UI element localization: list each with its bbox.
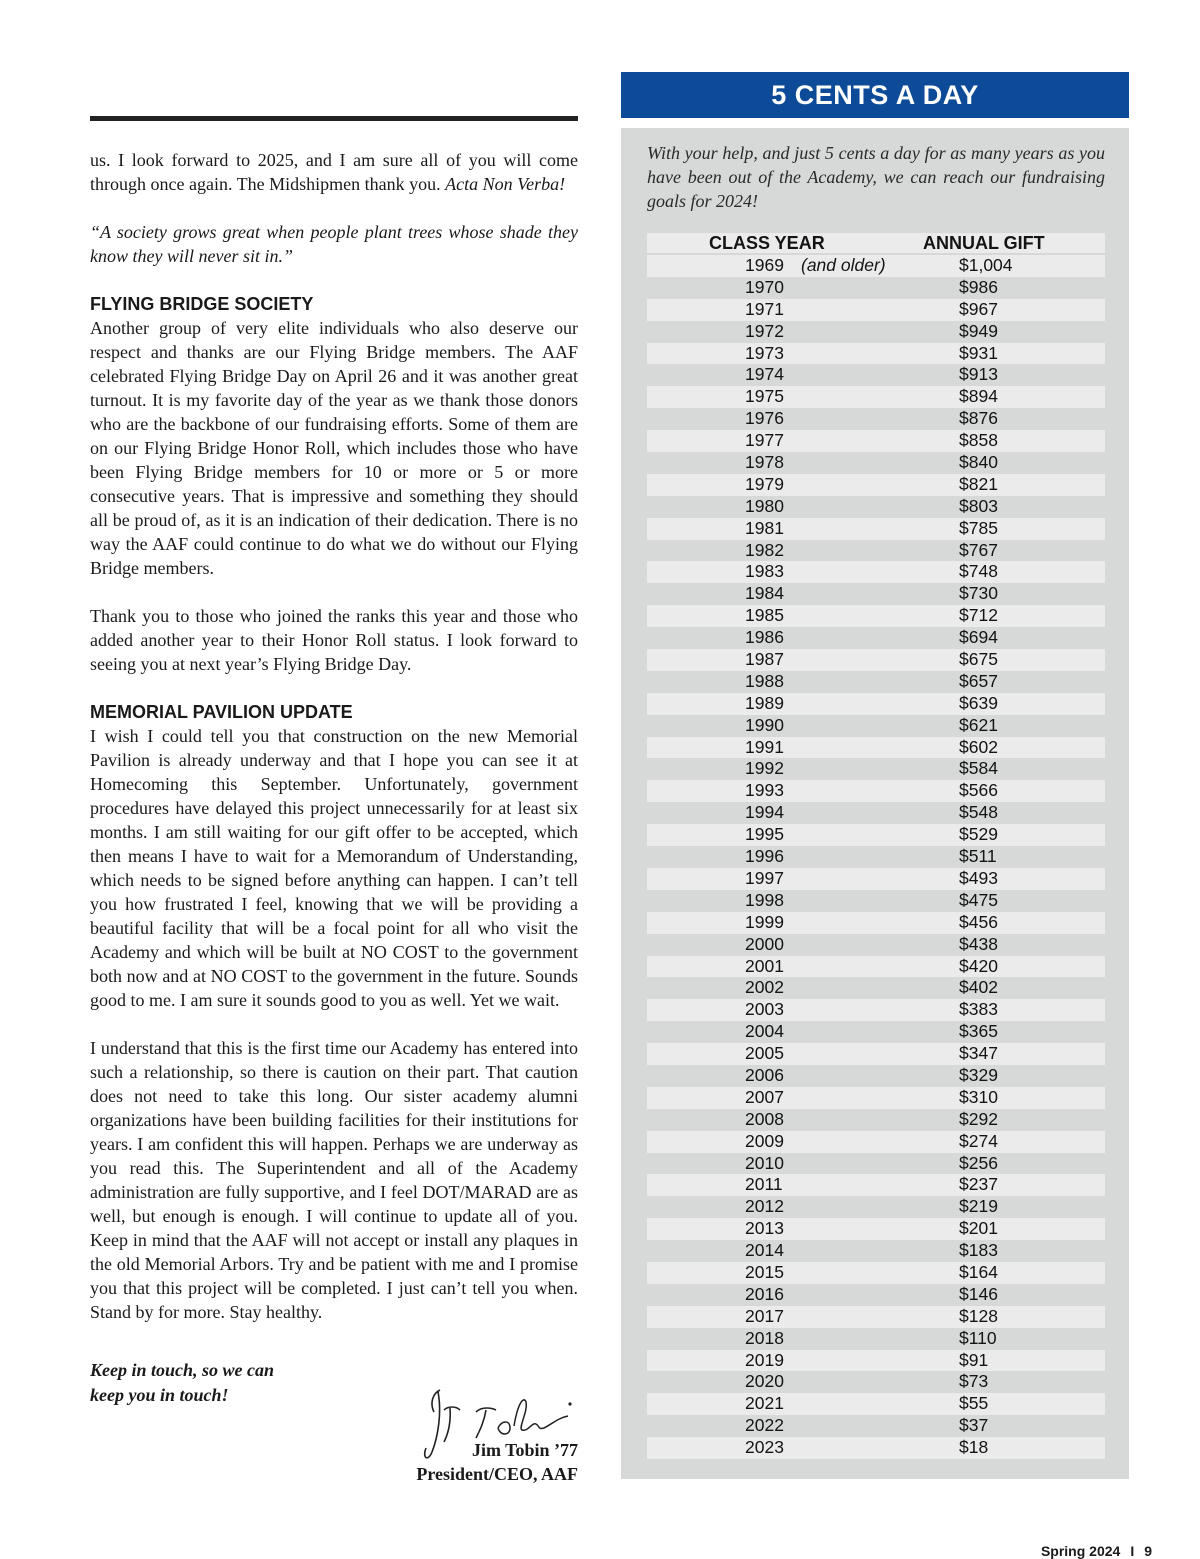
class-year-cell: 1990: [745, 714, 784, 735]
column-header-annual-gift: ANNUAL GIFT: [923, 233, 1045, 253]
table-row: [647, 430, 1105, 452]
page-footer: [1041, 1543, 1152, 1559]
class-year-cell: 1970: [745, 276, 784, 297]
keep-line-1: Keep in touch, so we can: [90, 1360, 275, 1380]
class-year-cell: 1979: [745, 473, 784, 494]
annual-gift-cell: $329: [959, 1064, 998, 1085]
keep-line-2: keep you in touch!: [90, 1385, 229, 1405]
class-year-cell: 2013: [745, 1218, 784, 1239]
table-row: [647, 1131, 1105, 1153]
table-row: [647, 277, 1105, 299]
table-row: [647, 846, 1105, 868]
table-row: [647, 802, 1105, 824]
table-row: [647, 1087, 1105, 1109]
annual-gift-cell: $730: [959, 583, 998, 604]
annual-gift-cell: $183: [959, 1240, 998, 1261]
table-row: [647, 977, 1105, 999]
class-year-cell: 1983: [745, 561, 784, 582]
annual-gift-cell: $949: [959, 320, 998, 341]
class-year-cell: 1977: [745, 430, 784, 451]
class-year-cell: 1992: [745, 758, 784, 779]
annual-gift-cell: $694: [959, 627, 998, 648]
annual-gift-cell: $986: [959, 276, 998, 297]
table-row: [647, 868, 1105, 890]
annual-gift-cell: $347: [959, 1043, 998, 1064]
table-row: [647, 1284, 1105, 1306]
class-year-cell: 2010: [745, 1152, 784, 1173]
table-row: [647, 452, 1105, 474]
column-header-class-year: CLASS YEAR: [709, 233, 825, 253]
table-row: [647, 386, 1105, 408]
class-year-cell: 1988: [745, 670, 784, 691]
annual-gift-cell: $201: [959, 1218, 998, 1239]
gift-table-body: [647, 255, 1105, 1459]
annual-gift-cell: $584: [959, 758, 998, 779]
annual-gift-cell: $383: [959, 999, 998, 1020]
class-year-cell: 1991: [745, 736, 784, 757]
class-year-cell: 1976: [745, 408, 784, 429]
quote: “A society grows great when people plant trees whose shade they know they will never sit in.”: [90, 222, 578, 266]
annual-gift-cell: $712: [959, 605, 998, 626]
class-year-cell: 2015: [745, 1261, 784, 1282]
class-year-cell: 1971: [745, 298, 784, 319]
table-row: [647, 474, 1105, 496]
annual-gift-cell: $55: [959, 1393, 989, 1414]
class-year-cell: 1989: [745, 692, 784, 713]
table-row: [647, 956, 1105, 978]
table-row: [647, 693, 1105, 715]
table-row: [647, 627, 1105, 649]
sidebar-intro: With your help, and just 5 cents a day for as many years as you have been out of the Academy, we can reach our fundraising goals for 2024!: [647, 143, 1105, 211]
annual-gift-cell: $91: [959, 1349, 989, 1370]
table-row: [647, 321, 1105, 343]
annual-gift-cell: $164: [959, 1261, 998, 1282]
table-row: [647, 824, 1105, 846]
class-year-cell: 1995: [745, 824, 784, 845]
table-row: [647, 1021, 1105, 1043]
class-year-cell: 1973: [745, 342, 784, 363]
annual-gift-cell: $256: [959, 1152, 998, 1173]
table-row: [647, 1174, 1105, 1196]
table-row: [647, 1153, 1105, 1175]
annual-gift-cell: $219: [959, 1196, 998, 1217]
table-row: [647, 737, 1105, 759]
table-row: [647, 1109, 1105, 1131]
annual-gift-cell: $475: [959, 889, 998, 910]
annual-gift-cell: $292: [959, 1108, 998, 1129]
class-year-cell: 2008: [745, 1108, 784, 1129]
annual-gift-cell: $274: [959, 1130, 998, 1151]
signature-block: [416, 1438, 578, 1486]
class-year-cell: 1986: [745, 627, 784, 648]
annual-gift-cell: $913: [959, 364, 998, 385]
annual-gift-cell: $566: [959, 780, 998, 801]
annual-gift-cell: $110: [959, 1327, 997, 1348]
annual-gift-cell: $365: [959, 1021, 998, 1042]
class-year-cell: 2009: [745, 1130, 784, 1151]
table-row: [647, 540, 1105, 562]
annual-gift-cell: $548: [959, 802, 998, 823]
class-year-cell: 1987: [745, 649, 784, 670]
gift-table: [647, 233, 1105, 1459]
table-row: [647, 364, 1105, 386]
class-year-cell: 2023: [745, 1437, 784, 1458]
annual-gift-cell: $237: [959, 1174, 998, 1195]
annual-gift-cell: $840: [959, 452, 998, 473]
class-year-cell: 2001: [745, 955, 784, 976]
table-row: [647, 1065, 1105, 1087]
class-year-cell: 1982: [745, 539, 784, 560]
annual-gift-cell: $803: [959, 495, 998, 516]
annual-gift-cell: $785: [959, 517, 998, 538]
page-number: 9: [1144, 1543, 1152, 1559]
footer-separator: I: [1130, 1543, 1135, 1559]
annual-gift-cell: $493: [959, 867, 998, 888]
annual-gift-cell: $310: [959, 1086, 998, 1107]
table-row: [647, 561, 1105, 583]
class-year-cell: 1975: [745, 386, 784, 407]
pavilion-paragraph-2: I understand that this is the first time our Academy has entered into such a relationship, so there is caution on their part. That caution does not need to take this long. Our sister academy alumni organizations have been building facilities for their institutions for years. I am confident this will happen. Perhaps we are underway as you read this. The Superintendent and all of the Academy administration are fully supportive, and I feel DOT/MARAD are as well, but enough is enough. I will continue to update all of you. Keep in mind that the AAF will not accept or install any plaques in the old Memorial Arbors. Try and be patient with me and I promise you that this project will be completed. I just can’t tell you when. Stand by for more. Stay healthy.: [90, 1038, 578, 1322]
table-row: [647, 758, 1105, 780]
class-year-cell: 1993: [745, 780, 784, 801]
table-row: [647, 408, 1105, 430]
table-row: [647, 1043, 1105, 1065]
annual-gift-cell: $821: [959, 473, 998, 494]
class-year-cell: 2020: [745, 1371, 784, 1392]
class-year-cell: 1972: [745, 320, 784, 341]
table-row: [647, 999, 1105, 1021]
and-older-note: (and older): [801, 255, 886, 275]
class-year-cell: 1996: [745, 846, 784, 867]
class-year-cell: 1985: [745, 605, 784, 626]
class-year-cell: 2007: [745, 1086, 784, 1107]
gift-table-header: [647, 233, 1105, 253]
annual-gift-cell: $438: [959, 933, 998, 954]
annual-gift-cell: $876: [959, 408, 998, 429]
class-year-cell: 2022: [745, 1415, 784, 1436]
intro-text: us. I look forward to 2025, and I am sure all of you will come through once again. The Midshipmen thank you.: [90, 150, 578, 194]
class-year-cell: 1984: [745, 583, 784, 604]
intro-paragraph: [90, 148, 578, 196]
annual-gift-cell: $657: [959, 670, 998, 691]
annual-gift-cell: $37: [959, 1415, 989, 1436]
table-row: [647, 343, 1105, 365]
annual-gift-cell: $1,004: [959, 255, 1013, 275]
table-row: [647, 299, 1105, 321]
class-year-cell: 2012: [745, 1196, 784, 1217]
table-row: [647, 1350, 1105, 1372]
class-year-cell: 1978: [745, 452, 784, 473]
top-rule: [90, 116, 578, 121]
annual-gift-cell: $146: [959, 1283, 998, 1304]
annual-gift-cell: $602: [959, 736, 998, 757]
annual-gift-cell: $858: [959, 430, 998, 451]
class-year-cell: 1994: [745, 802, 784, 823]
annual-gift-cell: $675: [959, 649, 998, 670]
signer-name: Jim Tobin ’77: [471, 1440, 578, 1460]
class-year-cell: 2011: [745, 1174, 783, 1195]
class-year-cell: 2005: [745, 1043, 784, 1064]
table-row: [647, 605, 1105, 627]
flying-bridge-paragraph-2: Thank you to those who joined the ranks this year and those who added another year to their Honor Roll status. I look forward to seeing you at next year’s Flying Bridge Day.: [90, 606, 578, 674]
letter-body: [90, 148, 578, 1348]
class-year-cell: 2014: [745, 1240, 784, 1261]
latin-motto: Acta Non Verba!: [445, 174, 566, 194]
flying-bridge-paragraph-1: Another group of very elite individuals who also deserve our respect and thanks are our Flying Bridge members. The AAF celebrated Flying Bridge Day on April 26 and it was another great turnout. It is my favorite day of the year as we thank those donors who are the backbone of our fundraising efforts. Some of them are on our Flying Bridge Honor Roll, which includes those who have been Flying Bridge members for 10 or more or 5 or more consecutive years. That is impressive and something they should all be proud of, as it is an indication of their dedication. There is no way the AAF could continue to do what we do without our Flying Bridge members.: [90, 318, 578, 578]
annual-gift-cell: $456: [959, 911, 998, 932]
class-year-cell: 2002: [745, 977, 784, 998]
table-row: [647, 1306, 1105, 1328]
class-year-cell: 2018: [745, 1327, 784, 1348]
table-row: [647, 518, 1105, 540]
annual-gift-cell: $767: [959, 539, 998, 560]
annual-gift-cell: $621: [959, 714, 998, 735]
table-row: [647, 649, 1105, 671]
annual-gift-cell: $967: [959, 298, 998, 319]
table-row: [647, 934, 1105, 956]
sidebar-title: 5 CENTS A DAY: [621, 72, 1129, 118]
class-year-cell: 2019: [745, 1349, 784, 1370]
class-year-cell: 2021: [745, 1393, 784, 1414]
issue-label: Spring 2024: [1040, 1543, 1121, 1559]
class-year-cell: 1999: [745, 911, 784, 932]
section-heading-flying-bridge: FLYING BRIDGE SOCIETY: [90, 294, 314, 314]
annual-gift-cell: $931: [959, 342, 998, 363]
class-year-cell: 1997: [745, 867, 784, 888]
class-year-cell: 1980: [745, 495, 784, 516]
table-row: [647, 715, 1105, 737]
class-year-cell: 1969: [745, 255, 784, 275]
table-row: [647, 1240, 1105, 1262]
class-year-cell: 2000: [745, 933, 784, 954]
annual-gift-cell: $420: [959, 955, 998, 976]
class-year-cell: 2016: [745, 1283, 784, 1304]
table-row: [647, 890, 1105, 912]
table-row: [647, 1218, 1105, 1240]
class-year-cell: 1974: [745, 364, 784, 385]
table-row: [647, 1393, 1105, 1415]
table-row: [647, 1415, 1105, 1437]
class-year-cell: 2003: [745, 999, 784, 1020]
annual-gift-cell: $402: [959, 977, 998, 998]
annual-gift-cell: $894: [959, 386, 998, 407]
annual-gift-cell: $748: [959, 561, 998, 582]
class-year-cell: 2006: [745, 1064, 784, 1085]
table-row: [647, 1196, 1105, 1218]
signer-title: President/CEO, AAF: [416, 1464, 578, 1484]
table-row: [647, 255, 1105, 277]
table-row: [647, 496, 1105, 518]
table-row: [647, 912, 1105, 934]
section-heading-memorial-pavilion: MEMORIAL PAVILION UPDATE: [90, 702, 353, 722]
table-row: [647, 1262, 1105, 1284]
class-year-cell: 2017: [745, 1305, 784, 1326]
table-row: [647, 1371, 1105, 1393]
table-row: [647, 780, 1105, 802]
annual-gift-cell: $18: [959, 1437, 989, 1458]
annual-gift-cell: $73: [959, 1371, 989, 1392]
annual-gift-cell: $639: [959, 692, 998, 713]
pavilion-paragraph-1: I wish I could tell you that construction on the new Memorial Pavilion is already underway and that I hope you can see it at Homecoming this September. Unfortunately, government procedures have delayed this project unnecessarily for at least six months. I am still waiting for our gift offer to be accepted, which then means I have to wait for a Memorandum of Understanding, which needs to be signed before anything can happen. I can’t tell you how frustrated I feel, knowing that we will be providing a beautiful facility that will be a focal point for all who visit the Academy and which will be built at NO COST to the government both now and at NO COST to the government in the future. Sounds good to me. I am sure it sounds good to you as well. Yet we wait.: [90, 726, 578, 1010]
table-row: [647, 583, 1105, 605]
table-row: [647, 1328, 1105, 1350]
table-row: [647, 1437, 1105, 1459]
annual-gift-cell: $128: [959, 1305, 998, 1326]
class-year-cell: 1981: [745, 517, 784, 538]
class-year-cell: 2004: [745, 1021, 784, 1042]
keep-in-touch: [90, 1358, 350, 1408]
annual-gift-cell: $529: [959, 824, 998, 845]
annual-gift-cell: $511: [959, 846, 997, 867]
class-year-cell: 1998: [745, 889, 784, 910]
table-row: [647, 671, 1105, 693]
